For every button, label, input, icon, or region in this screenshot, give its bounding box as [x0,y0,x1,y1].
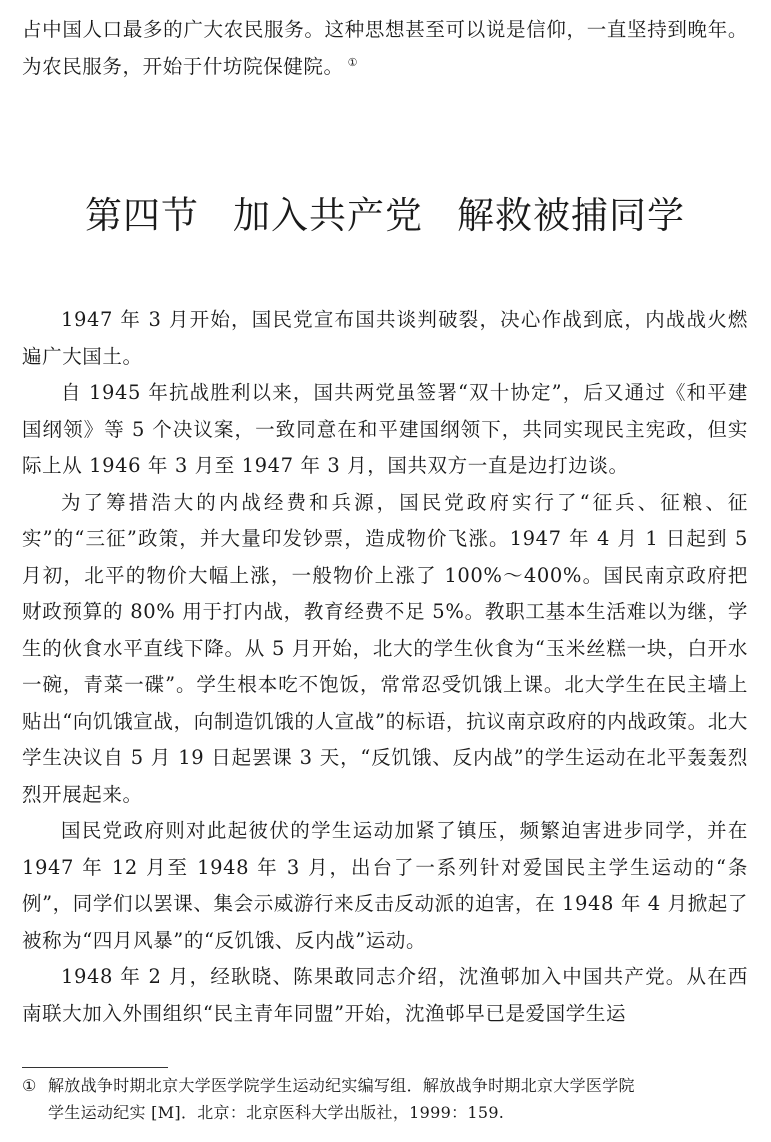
section-title [22,190,748,242]
intro-text: 占中国人口最多的广大农民服务。这种思想甚至可以说是信仰，一直坚持到晚年。为农民服务，开始于什坊院保健院。 [22,18,748,78]
footnote-mark: ① [22,1076,37,1095]
section-title-part1: 加入共产党 [233,194,423,237]
intro-paragraph [22,12,748,85]
footnote-line-1: 解放战争时期北京大学医学院学生运动纪实编写组．解放战争时期北京大学医学院 [48,1076,635,1095]
body-paragraph-5: 1948 年 2 月，经耿晓、陈果敢同志介绍，沈渔邨加入中国共产党。从在西南联大加入外围组织“民主青年同盟”开始，沈渔邨早已是爱国学生运 [22,965,748,1025]
body-paragraph-3: 为了筹措浩大的内战经费和兵源，国民党政府实行了“征兵、征粮、征实”的“三征”政策，并大量印发钞票，造成物价飞涨。1947 年 4 月 1 日起到 5 月初，北平的物价大幅上涨，一般物价上涨了 100%～400%。国民南京政府把财政预算的 80% 用于打内战，教育经费不足 5%。教职工基本生活难以为继，学生的伙食水平直线下降。从 5 月开始，北大的学生伙食为“玉米丝糕一块，白开水一碗，青菜一碟”。学生根本吃不饱饭，常常忍受饥饿上课。北大学生在民主墙上贴出“向饥饿宣战，向制造饥饿的人宣战”的标语，抗议南京政府的内战政策。北大学生决议自 5 月 19 日起罢课 3 天，“反饥饿、反内战”的学生运动在北平轰轰烈烈开展起来。 [22,490,748,806]
section-number: 第四节 [85,194,199,237]
body-text [22,302,748,1032]
body-paragraph-1: 1947 年 3 月开始，国民党宣布国共谈判破裂，决心作战到底，内战战火燃遍广大国土。 [22,308,748,368]
footnote-line-2: 学生运动纪实 [M]．北京：北京医科大学出版社，1999：159. [48,1103,505,1122]
body-paragraph-4: 国民党政府则对此起彼伏的学生运动加紧了镇压，频繁迫害进步同学，并在 1947 年 12 月至 1948 年 3 月，出台了一系列针对爱国民主学生运动的“条例”，同学们以罢课、集会示威游行来反击反动派的迫害，在 1948 年 4 月掀起了被称为“四月风暴”的“反饥饿、反内战”运动。 [22,819,748,952]
footnote-divider [22,1067,168,1068]
body-paragraph-2: 自 1945 年抗战胜利以来，国共两党虽签署“双十协定”，后又通过《和平建国纲领》等 5 个决议案，一致同意在和平建国纲领下，共同实现民主宪政，但实际上从 1946 年 3 月至 1947 年 3 月，国共双方一直是边打边谈。 [22,381,748,477]
footnote [22,1072,748,1126]
footnote-reference[interactable]: ① [347,55,359,69]
section-title-part2: 解救被捕同学 [457,194,685,237]
